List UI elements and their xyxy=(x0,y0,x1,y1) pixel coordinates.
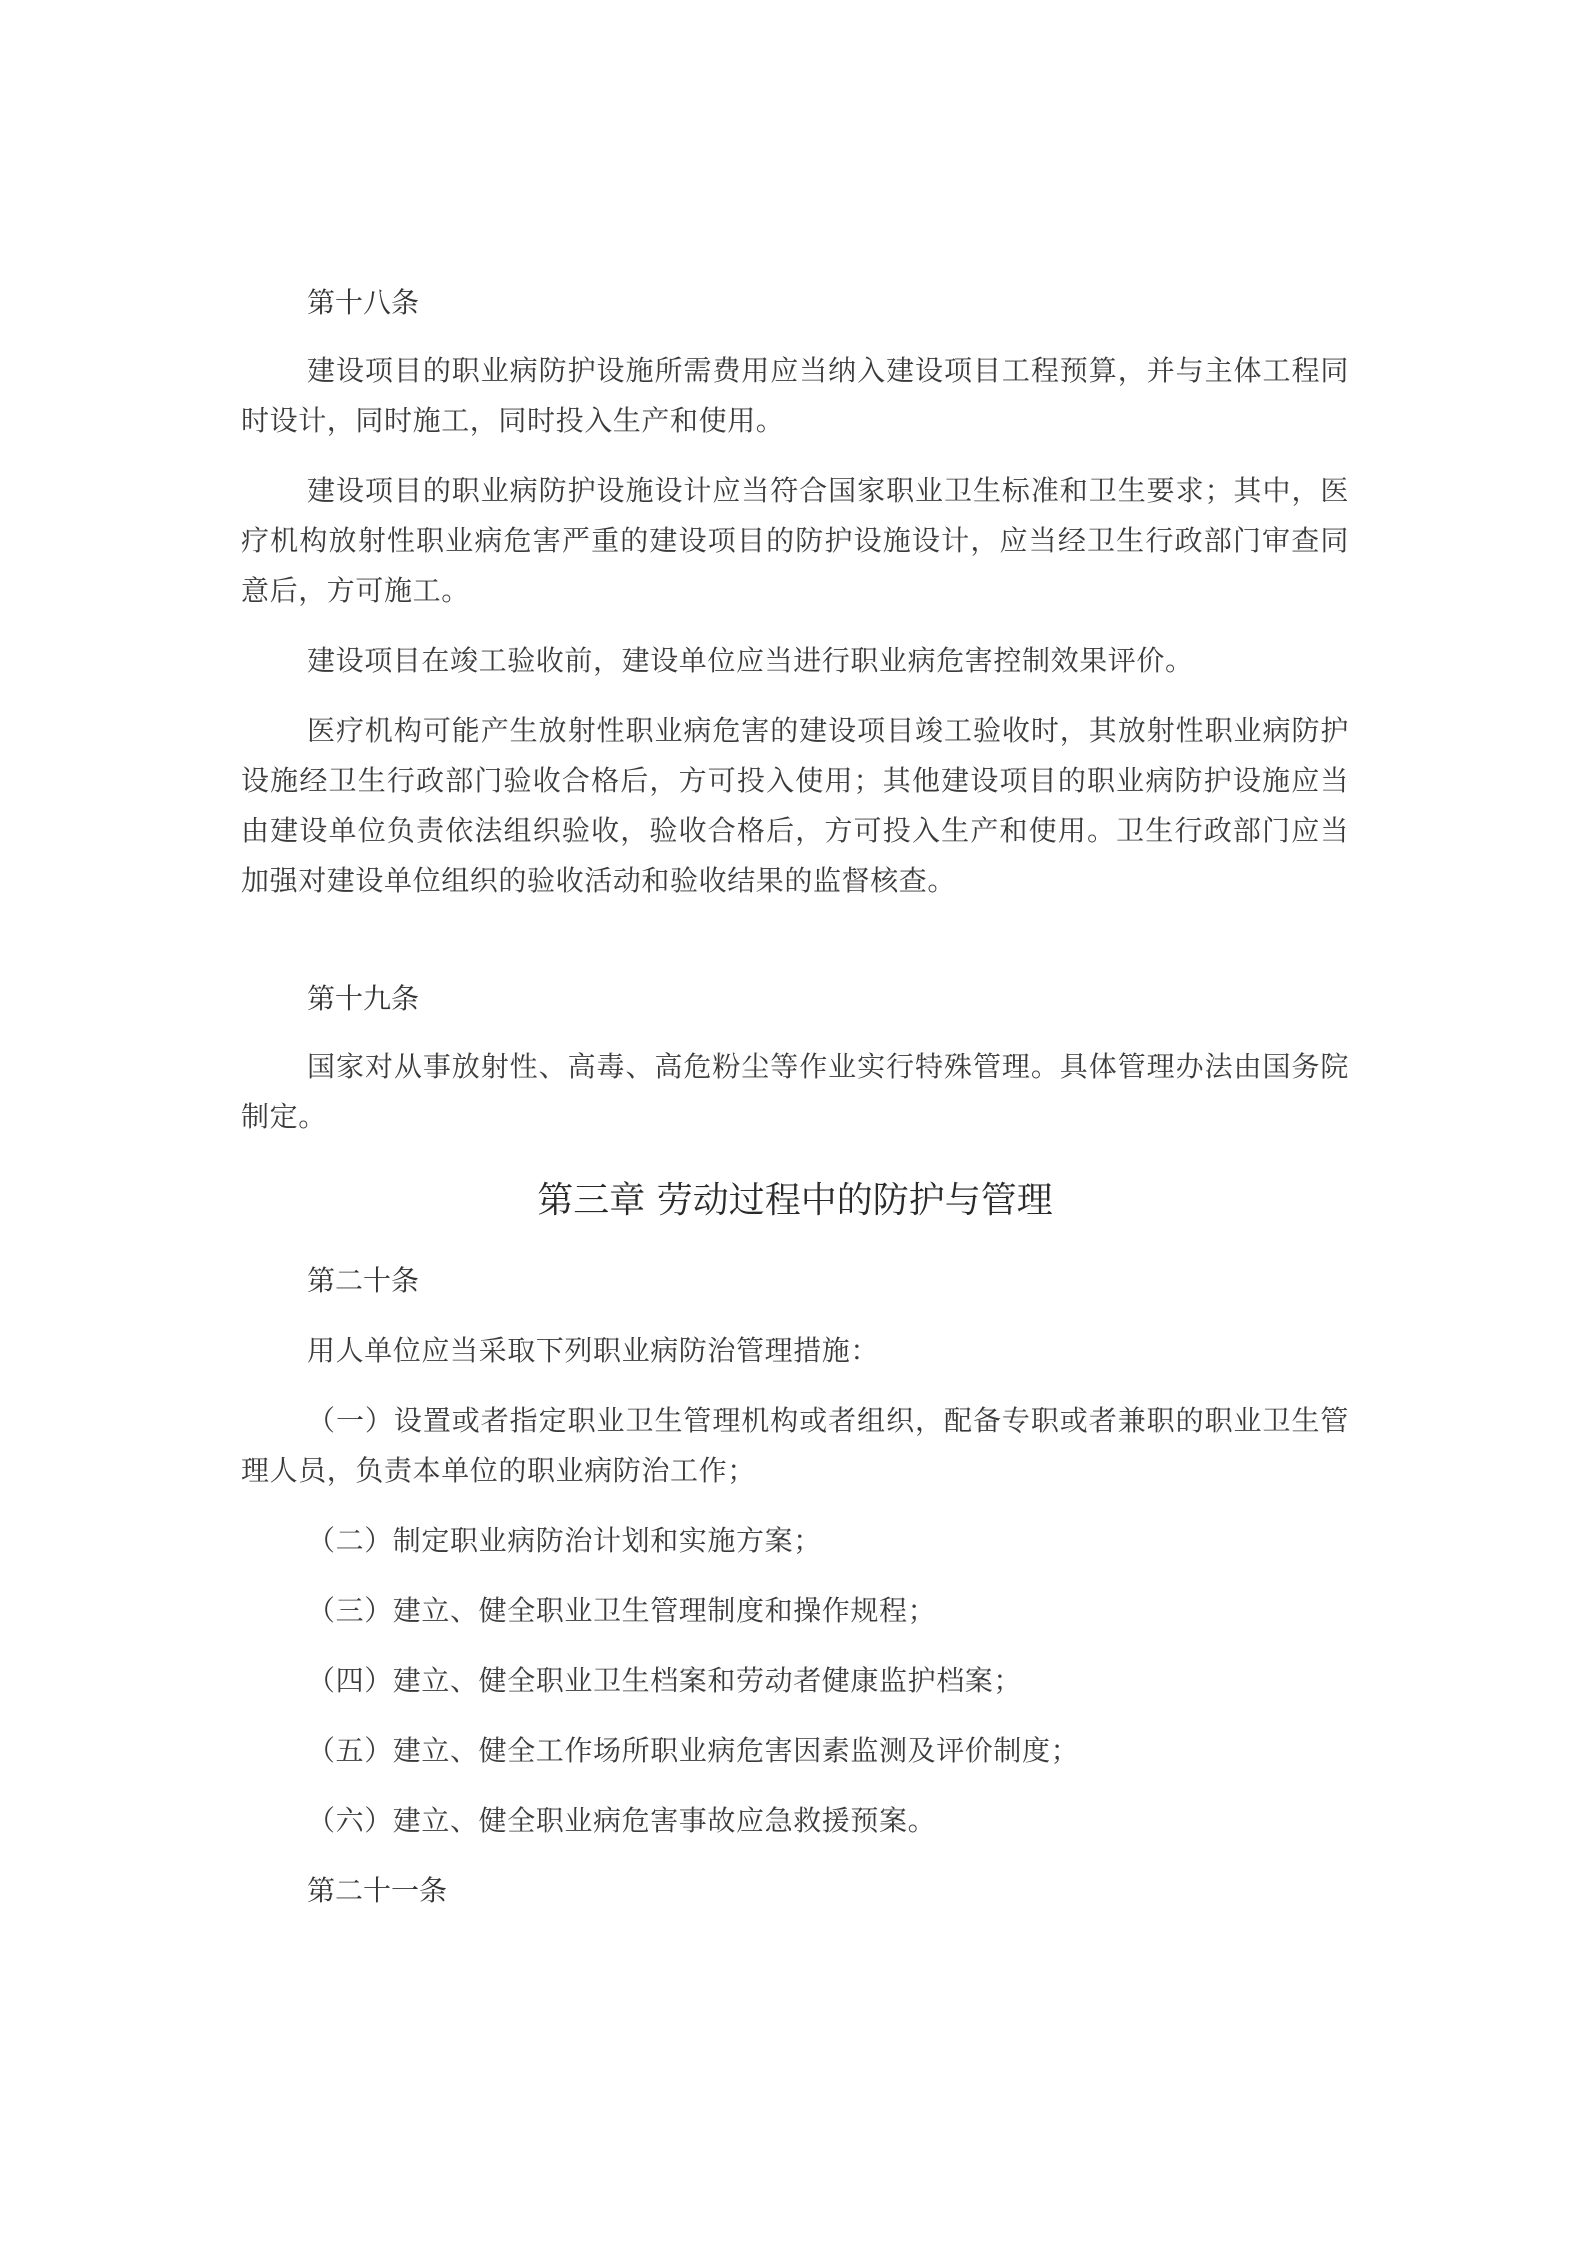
article-21 xyxy=(241,1866,1349,1916)
article-19 xyxy=(241,974,1349,1142)
article-20 xyxy=(241,1256,1349,1846)
paragraph: 医疗机构可能产生放射性职业病危害的建设项目竣工验收时，其放射性职业病防护设施经卫生行政部门验收合格后，方可投入使用；其他建设项目的职业病防护设施应当由建设单位负责依法组织验收，验收合格后，方可投入生产和使用。卫生行政部门应当加强对建设单位组织的验收活动和验收结果的监督核查。 xyxy=(241,714,1349,897)
paragraph: 建设项目的职业病防护设施所需费用应当纳入建设项目工程预算，并与主体工程同时设计，同时施工，同时投入生产和使用。 xyxy=(241,354,1349,437)
list-item: （六）建立、健全职业病危害事故应急救援预案。 xyxy=(307,1804,937,1837)
paragraph: 用人单位应当采取下列职业病防治管理措施： xyxy=(307,1334,880,1367)
article-18 xyxy=(241,278,1349,906)
article-heading: 第二十一条 xyxy=(307,1874,448,1907)
paragraph: 建设项目在竣工验收前，建设单位应当进行职业病危害控制效果评价。 xyxy=(307,644,1194,677)
page-content xyxy=(241,278,1349,1916)
list-item: （四）建立、健全职业卫生档案和劳动者健康监护档案； xyxy=(307,1664,1023,1697)
paragraph: 建设项目的职业病防护设施设计应当符合国家职业卫生标准和卫生要求；其中，医疗机构放射性职业病危害严重的建设项目的防护设施设计，应当经卫生行政部门审查同意后，方可施工。 xyxy=(241,474,1349,607)
list-item: （二）制定职业病防治计划和实施方案； xyxy=(307,1524,822,1557)
chapter-title: 第三章 劳动过程中的防护与管理 xyxy=(537,1180,1053,1221)
list-item: （一）设置或者指定职业卫生管理机构或者组织，配备专职或者兼职的职业卫生管理人员，负责本单位的职业病防治工作； xyxy=(241,1404,1349,1487)
list-item: （三）建立、健全职业卫生管理制度和操作规程； xyxy=(307,1594,937,1627)
article-heading: 第十八条 xyxy=(307,286,420,319)
article-heading: 第十九条 xyxy=(307,982,420,1015)
list-item: （五）建立、健全工作场所职业病危害因素监测及评价制度； xyxy=(307,1734,1080,1767)
paragraph: 国家对从事放射性、高毒、高危粉尘等作业实行特殊管理。具体管理办法由国务院制定。 xyxy=(241,1050,1349,1133)
article-heading: 第二十条 xyxy=(307,1264,420,1297)
